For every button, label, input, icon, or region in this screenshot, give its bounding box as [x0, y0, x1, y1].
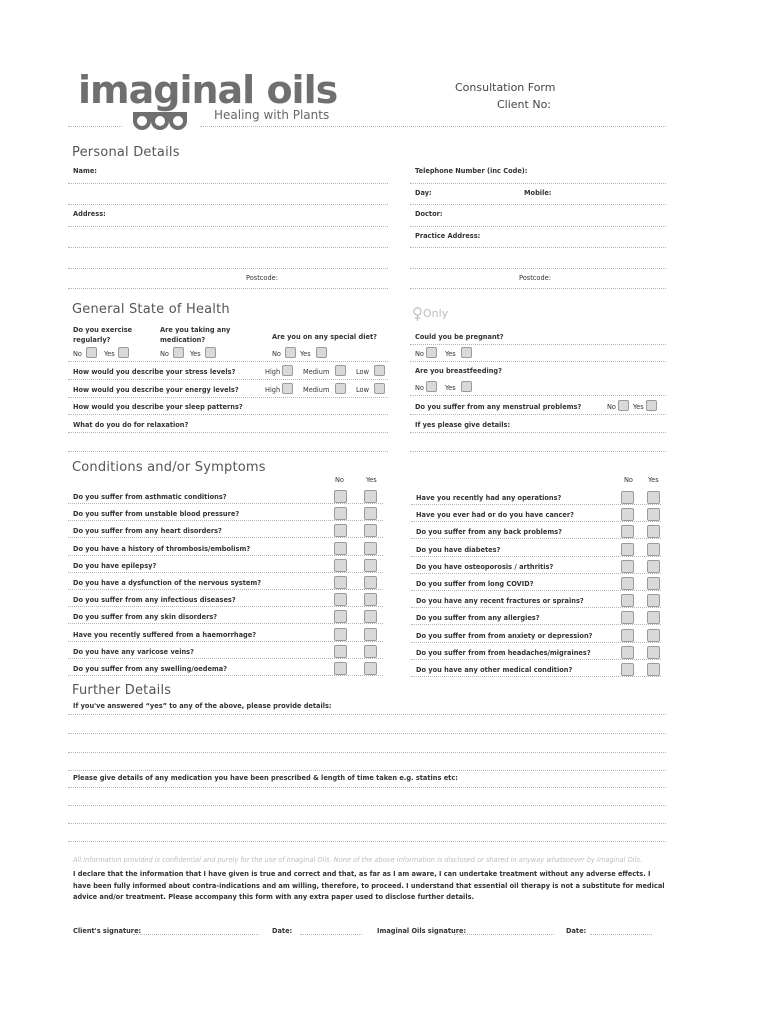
condition-no-checkbox[interactable] — [334, 662, 347, 675]
condition-yes-checkbox[interactable] — [647, 508, 660, 521]
condition-question: Have you ever had or do you have cancer? — [416, 511, 574, 520]
breastfeeding-yes-checkbox[interactable] — [461, 381, 472, 392]
energy-high-checkbox[interactable] — [282, 383, 293, 394]
conditions-no-header-left: No — [335, 476, 344, 484]
condition-question: Do you suffer from long COVID? — [416, 580, 534, 588]
medication-question-line2: medication? — [160, 336, 206, 344]
client-signature-label: Client's signature: — [73, 927, 142, 935]
section-title-personal: Personal Details — [72, 145, 180, 160]
diet-yes-label: Yes — [300, 350, 311, 358]
condition-no-checkbox[interactable] — [334, 593, 347, 606]
section-title-further: Further Details — [72, 683, 172, 698]
menstrual-question: Do you suffer from any menstrual problems? — [415, 403, 582, 411]
sleep-field[interactable] — [68, 414, 388, 415]
postcode-field-left[interactable] — [68, 288, 388, 289]
condition-question: Do you suffer from asthmatic conditions? — [73, 493, 227, 501]
condition-yes-checkbox[interactable] — [364, 593, 377, 606]
day-mobile-field[interactable] — [410, 204, 666, 205]
diet-no-checkbox[interactable] — [285, 347, 296, 358]
exercise-yes-checkbox[interactable] — [118, 347, 129, 358]
details-question: If yes please give details: — [415, 421, 511, 429]
medication-no-label: No — [160, 350, 169, 358]
menstrual-no-label: No — [607, 403, 616, 411]
pregnant-no-checkbox[interactable] — [426, 347, 437, 358]
condition-yes-checkbox[interactable] — [364, 610, 377, 623]
conditions-no-header-right: No — [624, 476, 633, 484]
address-label: Address: — [73, 210, 106, 218]
condition-no-checkbox[interactable] — [621, 611, 634, 624]
date-label-1: Date: — [272, 927, 293, 935]
practice-field[interactable] — [410, 247, 666, 248]
condition-no-checkbox[interactable] — [334, 610, 347, 623]
breastfeeding-no-label: No — [415, 384, 424, 392]
breastfeeding-yes-label: Yes — [445, 384, 456, 392]
form-title: Consultation Form — [455, 81, 556, 94]
breastfeeding-no-checkbox[interactable] — [426, 381, 437, 392]
exercise-yes-label: Yes — [104, 350, 115, 358]
condition-question: Do you have any varicose veins? — [73, 647, 194, 656]
date-field-1[interactable] — [300, 934, 362, 935]
condition-no-checkbox[interactable] — [334, 542, 347, 555]
breastfeeding-question: Are you breastfeeding? — [415, 367, 502, 375]
condition-no-checkbox[interactable] — [621, 525, 634, 538]
condition-question: Do you suffer from from headaches/migraines? — [416, 648, 591, 657]
stress-high-label: High — [265, 368, 281, 376]
pregnant-yes-checkbox[interactable] — [461, 347, 472, 358]
condition-yes-checkbox[interactable] — [647, 543, 660, 556]
section-title-conditions: Conditions and/or Symptoms — [72, 460, 266, 475]
condition-yes-checkbox[interactable] — [647, 611, 660, 624]
condition-yes-checkbox[interactable] — [364, 559, 377, 572]
practice-label: Practice Address: — [415, 232, 481, 240]
condition-yes-checkbox[interactable] — [364, 645, 377, 658]
energy-question: How would you describe your energy levels? — [73, 386, 239, 394]
name-label: Name: — [73, 167, 97, 175]
condition-no-checkbox[interactable] — [334, 576, 347, 589]
further-question-1: If you've answered “yes” to any of the above, please provide details: — [73, 702, 332, 710]
postcode-label-right: Postcode: — [519, 274, 551, 282]
stress-high-checkbox[interactable] — [282, 365, 293, 376]
telephone-label: Telephone Number (inc Code): — [415, 167, 528, 175]
logo-drops-icon — [132, 108, 188, 136]
address-field[interactable] — [68, 226, 388, 227]
condition-yes-checkbox[interactable] — [364, 524, 377, 537]
postcode-label-left: Postcode: — [246, 274, 278, 282]
condition-no-checkbox[interactable] — [621, 663, 634, 676]
medication-no-checkbox[interactable] — [173, 347, 184, 358]
condition-no-checkbox[interactable] — [621, 508, 634, 521]
exercise-no-label: No — [73, 350, 82, 358]
menstrual-no-checkbox[interactable] — [618, 400, 629, 411]
energy-low-checkbox[interactable] — [374, 383, 385, 394]
client-no-label: Client No: — [497, 98, 552, 111]
condition-no-checkbox[interactable] — [621, 629, 634, 642]
condition-no-checkbox[interactable] — [334, 628, 347, 641]
condition-yes-checkbox[interactable] — [647, 577, 660, 590]
condition-question: Have you recently suffered from a haemorrhage? — [73, 630, 257, 639]
condition-question: Do you have any other medical condition? — [416, 666, 573, 674]
condition-no-checkbox[interactable] — [621, 491, 634, 504]
io-signature-field[interactable] — [454, 934, 554, 935]
details-field[interactable] — [410, 451, 666, 452]
condition-question: Do you suffer from any swelling/oedema? — [73, 665, 228, 673]
energy-high-label: High — [265, 386, 281, 394]
condition-question: Have you recently had any operations? — [416, 494, 562, 502]
condition-yes-checkbox[interactable] — [364, 628, 377, 641]
confidential-notice: All information provided is confidential and purely for the use of Imaginal Oils. None of the above information is disclosed or shared in anyway whatsoever by Imaginal Oils. — [73, 856, 642, 864]
condition-question: Do you have any recent fractures or sprains? — [416, 597, 584, 606]
condition-yes-checkbox[interactable] — [364, 542, 377, 555]
exercise-question-line1: Do you exercise — [73, 326, 133, 334]
condition-yes-checkbox[interactable] — [647, 646, 660, 659]
menstrual-yes-checkbox[interactable] — [646, 400, 657, 411]
condition-yes-checkbox[interactable] — [647, 663, 660, 676]
condition-question: Do you suffer from from anxiety or depression? — [416, 631, 593, 640]
condition-question: Do you have diabetes? — [416, 545, 501, 554]
condition-question: Do you suffer from any infectious diseases? — [73, 596, 236, 605]
diet-yes-checkbox[interactable] — [316, 347, 327, 358]
date-label-2: Date: — [566, 927, 587, 935]
female-symbol-icon — [413, 307, 422, 321]
condition-no-checkbox[interactable] — [621, 594, 634, 607]
relax-field[interactable] — [68, 451, 388, 452]
condition-question: Do you suffer from any back problems? — [416, 528, 562, 537]
condition-question: Do you suffer from any allergies? — [416, 614, 540, 623]
stress-medium-checkbox[interactable] — [335, 365, 346, 376]
condition-no-checkbox[interactable] — [334, 559, 347, 572]
condition-yes-checkbox[interactable] — [364, 662, 377, 675]
doctor-label: Doctor: — [415, 210, 443, 218]
diet-no-label: No — [272, 350, 281, 358]
condition-yes-checkbox[interactable] — [364, 507, 377, 520]
further-field-1[interactable] — [68, 714, 666, 715]
exercise-no-checkbox[interactable] — [86, 347, 97, 358]
diet-question: Are you on any special diet? — [272, 333, 377, 341]
condition-question: Do you have a dysfunction of the nervous system? — [73, 579, 262, 587]
condition-no-checkbox[interactable] — [334, 507, 347, 520]
condition-no-checkbox[interactable] — [621, 543, 634, 556]
telephone-field[interactable] — [410, 183, 666, 184]
condition-no-checkbox[interactable] — [334, 524, 347, 537]
logo-wordmark: imaginal oils — [78, 68, 338, 112]
condition-yes-checkbox[interactable] — [647, 629, 660, 642]
condition-no-checkbox[interactable] — [621, 577, 634, 590]
condition-question: Do you suffer from any skin disorders? — [73, 613, 218, 622]
pregnant-no-label: No — [415, 350, 424, 358]
io-signature-label: Imaginal Oils signature: — [377, 927, 467, 935]
condition-no-checkbox[interactable] — [621, 560, 634, 573]
condition-yes-checkbox[interactable] — [647, 491, 660, 504]
medication-yes-checkbox[interactable] — [205, 347, 216, 358]
only-label: Only — [423, 307, 449, 320]
condition-yes-checkbox[interactable] — [647, 594, 660, 607]
condition-no-checkbox[interactable] — [621, 646, 634, 659]
further-field-2[interactable] — [68, 787, 666, 788]
stress-medium-label: Medium — [303, 368, 330, 376]
condition-yes-checkbox[interactable] — [364, 490, 377, 503]
condition-question: Do you have a history of thrombosis/embolism? — [73, 544, 251, 553]
sleep-question: How would you describe your sleep patterns? — [73, 403, 243, 411]
relax-question: What do you do for relaxation? — [73, 421, 189, 429]
pregnant-yes-label: Yes — [445, 350, 456, 358]
client-signature-field[interactable] — [133, 934, 259, 935]
day-label: Day: — [415, 189, 432, 197]
conditions-yes-header-right: Yes — [648, 476, 659, 484]
energy-medium-label: Medium — [303, 386, 330, 394]
section-title-health: General State of Health — [72, 302, 230, 317]
exercise-question-line2: regularly? — [73, 336, 111, 344]
doctor-field[interactable] — [410, 226, 666, 227]
condition-no-checkbox[interactable] — [334, 490, 347, 503]
postcode-field-right[interactable] — [410, 288, 666, 289]
stress-question: How would you describe your stress levels? — [73, 368, 236, 376]
mobile-label: Mobile: — [524, 189, 552, 197]
energy-medium-checkbox[interactable] — [335, 383, 346, 394]
tagline: Healing with Plants — [214, 108, 330, 122]
condition-question: Do you suffer from unstable blood pressure? — [73, 510, 240, 519]
energy-low-label: Low — [356, 386, 369, 394]
condition-question: Do you have osteoporosis / arthritis? — [416, 562, 554, 571]
name-field[interactable] — [68, 183, 388, 184]
condition-no-checkbox[interactable] — [334, 645, 347, 658]
condition-question: Do you suffer from any heart disorders? — [73, 527, 222, 536]
condition-yes-checkbox[interactable] — [647, 560, 660, 573]
medication-yes-label: Yes — [190, 350, 201, 358]
further-question-2: Please give details of any medication you have been prescribed & length of time taken e.g. statins etc: — [73, 774, 458, 782]
date-field-2[interactable] — [590, 934, 652, 935]
medication-question-line1: Are you taking any — [160, 326, 231, 334]
condition-yes-checkbox[interactable] — [364, 576, 377, 589]
conditions-yes-header-left: Yes — [366, 476, 377, 484]
pregnant-question: Could you be pregnant? — [415, 333, 504, 341]
stress-low-checkbox[interactable] — [374, 365, 385, 376]
condition-question: Do you have epilepsy? — [73, 561, 157, 570]
declaration-text: I declare that the information that I have given is true and correct and that, as far as I am aware, I can undertake treatment without any adverse effects. I have been fully informed about contra-indications and am willing, therefore, to proceed. I understand that essential oil therapy is not a substitute for medical advice and/or treatment. Please accompany this form with any extra paper used to disclose further details. — [73, 870, 665, 901]
menstrual-yes-label: Yes — [633, 403, 644, 411]
condition-yes-checkbox[interactable] — [647, 525, 660, 538]
stress-low-label: Low — [356, 368, 369, 376]
